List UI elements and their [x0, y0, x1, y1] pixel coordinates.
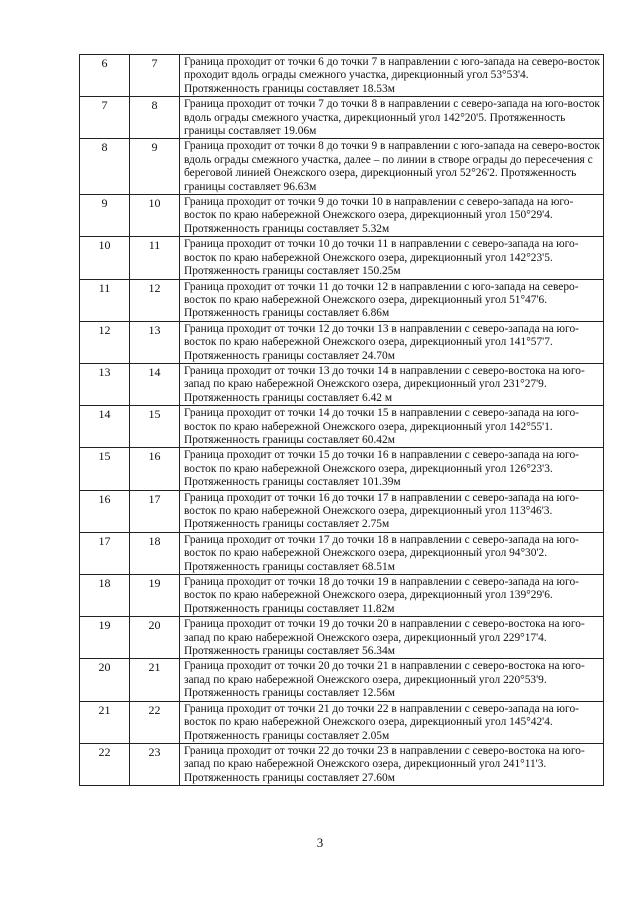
point-from-cell: 6	[80, 55, 130, 97]
table-row	[80, 97, 604, 139]
boundary-description-cell: Граница проходит от точки 22 до точки 23 в направлении с северо-востока на юго-запад по краю набережной Онежского озера, дирекционный угол 241°11'3. Протяженность границы составляет 27.60м	[180, 743, 604, 785]
table-row	[80, 490, 604, 532]
table-row	[80, 701, 604, 743]
table-row	[80, 55, 604, 97]
table-row	[80, 363, 604, 405]
point-from-cell: 16	[80, 490, 130, 532]
table-body	[80, 55, 604, 786]
boundary-description-cell: Граница проходит от точки 15 до точки 16 в направлении с северо-запада на юго-восток по краю набережной Онежского озера, дирекционный угол 126°23'3. Протяженность границы составляет 101.39м	[180, 448, 604, 490]
point-to-cell: 23	[130, 743, 180, 785]
table-row	[80, 532, 604, 574]
boundary-description-cell: Граница проходит от точки 12 до точки 13 в направлении с северо-запада на юго-восток по краю набережной Онежского озера, дирекционный угол 141°57'7. Протяженность границы составляет 24.70м	[180, 321, 604, 363]
boundary-description-cell: Граница проходит от точки 7 до точки 8 в направлении с северо-запада на юго-восток вдоль ограды смежного участка, дирекционный угол 142°20'5. Протяженность границы составляет 19.06м	[180, 97, 604, 139]
boundary-description-cell: Граница проходит от точки 6 до точки 7 в направлении с юго-запада на северо-восток проходит вдоль ограды смежного участка, дирекционный угол 53°53'4. Протяженность границы составляет 18.53м	[180, 55, 604, 97]
point-to-cell: 14	[130, 363, 180, 405]
point-to-cell: 13	[130, 321, 180, 363]
boundary-description-cell: Граница проходит от точки 11 до точки 12 в направлении с юго-запада на северо-восток по краю набережной Онежского озера, дирекционный угол 51°47'6. Протяженность границы составляет 6.86м	[180, 279, 604, 321]
point-from-cell: 17	[80, 532, 130, 574]
point-to-cell: 12	[130, 279, 180, 321]
point-to-cell: 16	[130, 448, 180, 490]
point-from-cell: 21	[80, 701, 130, 743]
table-row	[80, 617, 604, 659]
boundary-description-cell: Граница проходит от точки 19 до точки 20 в направлении с северо-востока на юго-запад по краю набережной Онежского озера, дирекционный угол 229°17'4. Протяженность границы составляет 56.34м	[180, 617, 604, 659]
table-row	[80, 659, 604, 701]
point-from-cell: 13	[80, 363, 130, 405]
boundary-description-cell: Граница проходит от точки 8 до точки 9 в направлении с юго-запада на северо-восток вдоль ограды смежного участка, далее – по линии в створе ограды до пересечения с береговой линией Онежского озера, дирекционный угол 52°26'2. Протяженность границы составляет 96.63м	[180, 139, 604, 195]
point-to-cell: 20	[130, 617, 180, 659]
table-row	[80, 279, 604, 321]
boundary-description-cell: Граница проходит от точки 20 до точки 21 в направлении с северо-востока на юго-запад по краю набережной Онежского озера, дирекционный угол 220°53'9. Протяженность границы составляет 12.56м	[180, 659, 604, 701]
point-from-cell: 9	[80, 195, 130, 237]
boundary-description-cell: Граница проходит от точки 13 до точки 14 в направлении с северо-востока на юго-запад по краю набережной Онежского озера, дирекционный угол 231°27'9. Протяженность границы составляет 6.42 м	[180, 363, 604, 405]
boundary-description-cell: Граница проходит от точки 18 до точки 19 в направлении с северо-запада на юго-восток по краю набережной Онежского озера, дирекционный угол 139°29'6. Протяженность границы составляет 11.82м	[180, 575, 604, 617]
table-row	[80, 195, 604, 237]
point-from-cell: 11	[80, 279, 130, 321]
point-to-cell: 8	[130, 97, 180, 139]
boundary-description-cell: Граница проходит от точки 14 до точки 15 в направлении с северо-запада на юго-восток по краю набережной Онежского озера, дирекционный угол 142°55'1. Протяженность границы составляет 60.42м	[180, 406, 604, 448]
point-to-cell: 10	[130, 195, 180, 237]
page-number: 3	[316, 835, 324, 850]
point-from-cell: 7	[80, 97, 130, 139]
point-to-cell: 15	[130, 406, 180, 448]
point-to-cell: 9	[130, 139, 180, 195]
point-from-cell: 15	[80, 448, 130, 490]
point-from-cell: 19	[80, 617, 130, 659]
point-to-cell: 22	[130, 701, 180, 743]
table-row	[80, 406, 604, 448]
point-from-cell: 12	[80, 321, 130, 363]
point-from-cell: 22	[80, 743, 130, 785]
table-row	[80, 743, 604, 785]
point-to-cell: 19	[130, 575, 180, 617]
point-from-cell: 20	[80, 659, 130, 701]
point-from-cell: 18	[80, 575, 130, 617]
point-to-cell: 11	[130, 237, 180, 279]
boundary-description-cell: Граница проходит от точки 16 до точки 17 в направлении с северо-запада на юго-восток по краю набережной Онежского озера, дирекционный угол 113°46'3. Протяженность границы составляет 2.75м	[180, 490, 604, 532]
table-row	[80, 575, 604, 617]
point-from-cell: 10	[80, 237, 130, 279]
table-row	[80, 448, 604, 490]
boundary-description-cell: Граница проходит от точки 21 до точки 22 в направлении с северо-запада на юго-восток по краю набережной Онежского озера, дирекционный угол 145°42'4. Протяженность границы составляет 2.05м	[180, 701, 604, 743]
point-to-cell: 7	[130, 55, 180, 97]
boundary-description-cell: Граница проходит от точки 17 до точки 18 в направлении с северо-запада на юго-восток по краю набережной Онежского озера, дирекционный угол 94°30'2. Протяженность границы составляет 68.51м	[180, 532, 604, 574]
point-from-cell: 8	[80, 139, 130, 195]
table-row	[80, 321, 604, 363]
point-to-cell: 18	[130, 532, 180, 574]
table-row	[80, 139, 604, 195]
boundary-description-cell: Граница проходит от точки 10 до точки 11 в направлении с северо-запада на юго-восток по краю набережной Онежского озера, дирекционный угол 142°23'5. Протяженность границы составляет 150.25м	[180, 237, 604, 279]
point-to-cell: 21	[130, 659, 180, 701]
table-row	[80, 237, 604, 279]
point-from-cell: 14	[80, 406, 130, 448]
point-to-cell: 17	[130, 490, 180, 532]
boundary-description-cell: Граница проходит от точки 9 до точки 10 в направлении с северо-запада на юго-восток по краю набережной Онежского озера, дирекционный угол 150°29'4. Протяженность границы составляет 5.32м	[180, 195, 604, 237]
boundary-description-table	[79, 54, 604, 786]
